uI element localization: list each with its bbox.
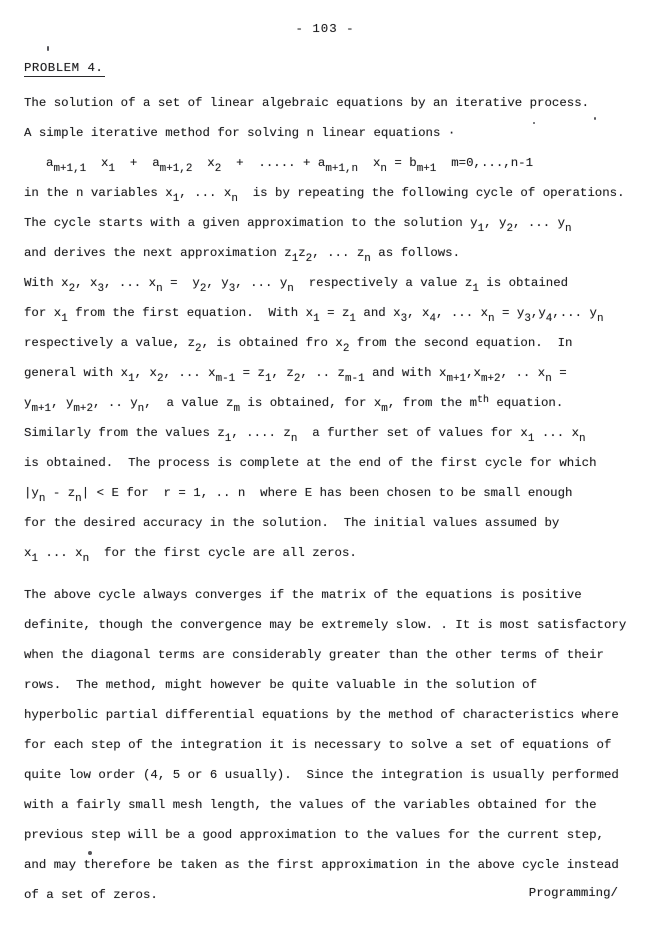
- scan-speck: [533, 122, 535, 124]
- document-body: [24, 88, 632, 910]
- text-line: general with $x_1$, $x_2$, ... $x_{m-1} = z_1$, $z_2$, .. $z_{m-1}$ and with $x_{m+1},x_{m+2}$, .. $x_n$ =: [24, 366, 567, 385]
- text-line: respectively a value, $z_2$, is obtained fro $x_2$ from the second equation. In: [24, 336, 573, 355]
- text-line: definite, though the convergence may be extremely slow. . It is most satisfactory: [24, 618, 627, 632]
- scan-speck: [594, 117, 596, 120]
- text-line: The cycle starts with a given approximation to the solution $y_1$, $y_2$, ... $y_n$: [24, 216, 572, 235]
- text-line: with a fairly small mesh length, the values of the variables obtained for the: [24, 798, 597, 812]
- continuation-catchword: Programming/: [528, 886, 618, 900]
- text-line: of a set of zeros.: [24, 888, 158, 902]
- text-line: when the diagonal terms are considerably greater than the other terms of their: [24, 648, 604, 662]
- text-line: and may therefore be taken as the first approximation in the above cycle instead: [24, 858, 619, 872]
- text-line: Similarly from the values $z_1$, .... $z_n$ a further set of values for $x_1$ ... $x_n$: [24, 426, 586, 445]
- text-line: hyperbolic partial differential equations by the method of characteristics where: [24, 708, 619, 722]
- text-line: rows. The method, might however be quite valuable in the solution of: [24, 678, 538, 692]
- text-line: for each step of the integration it is necessary to solve a set of equations of: [24, 738, 612, 752]
- text-line: The above cycle always converges if the matrix of the equations is positive: [24, 588, 582, 602]
- text-line: previous step will be a good approximation to the values for the current step,: [24, 828, 604, 842]
- text-line: $a_{m+1,1}$ $x_1 + a_{m+1,2}$ $x_2$ + ..... + $a_{m+1,n}$ $x_n = b_{m+1}$ m=0,...,n-1: [46, 156, 534, 175]
- paragraph-convergence-discussion: [24, 580, 632, 910]
- text-line: $|y_n - z_n| < E$ for r = 1, .. n where E has been chosen to be small enough: [24, 486, 573, 505]
- scan-speck: [88, 851, 92, 855]
- text-line: The solution of a set of linear algebraic equations by an iterative process.: [24, 96, 590, 110]
- text-line: quite low order (4, 5 or 6 usually). Since the integration is usually performed: [24, 768, 619, 782]
- problem-heading: PROBLEM 4.: [24, 61, 104, 75]
- page-number: - 103 -: [295, 22, 355, 36]
- scan-speck: [47, 46, 49, 51]
- text-line: With $x_2$, $x_3$, ... $x_n = y_2$, $y_3$, ... $y_n$ respectively a value $z_1$ is obtained: [24, 276, 569, 295]
- text-line: A simple iterative method for solving n linear equations ·: [24, 126, 456, 140]
- text-line: is obtained. The process is complete at the end of the first cycle for which: [24, 456, 597, 470]
- text-line: $y_{m+1}$, $y_{m+2}$, .. $y_n$, a value $z_m$ is obtained, for $x_m$, from the $m^{th}$ equation.: [24, 394, 564, 415]
- text-line: for the desired accuracy in the solution. The initial values assumed by: [24, 516, 560, 530]
- text-line: $x_1$ ... $x_n$ for the first cycle are all zeros.: [24, 546, 357, 565]
- text-line: in the n variables $x_1$, ... $x_n$ is by repeating the following cycle of operations.: [24, 186, 625, 205]
- text-line: for $x_1$ from the first equation. With $x_1 = z_1$ and $x_3$, $x_4$, ... $x_n = y_3,y_4$,... $y_n$: [24, 306, 604, 325]
- text-line: and derives the next approximation $z_1z_2$, ... $z_n$ as follows.: [24, 246, 461, 265]
- paragraph-iterative-method: [24, 88, 632, 568]
